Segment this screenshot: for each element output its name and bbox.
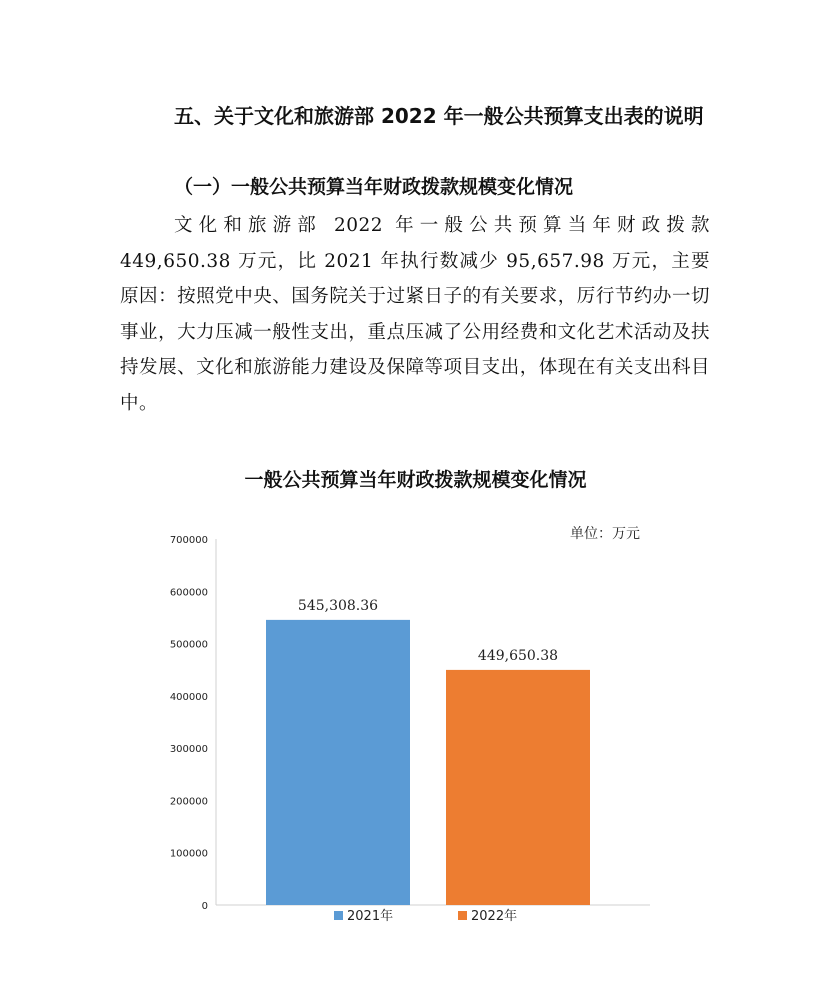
legend-label: 2021年 bbox=[347, 909, 394, 924]
bar-chart bbox=[140, 515, 680, 935]
bar-2021年 bbox=[266, 620, 410, 905]
legend-label: 2022年 bbox=[471, 909, 518, 924]
data-label: 545,308.36 bbox=[297, 597, 379, 614]
legend-swatch bbox=[334, 911, 343, 920]
y-tick-label: 700000 bbox=[169, 535, 208, 546]
section-heading: 五、关于文化和旅游部 2022 年一般公共预算支出表的说明 bbox=[174, 104, 704, 128]
legend bbox=[334, 908, 517, 924]
legend-swatch bbox=[458, 911, 467, 920]
y-tick-label: 200000 bbox=[169, 796, 208, 808]
y-tick-label: 400000 bbox=[169, 691, 208, 703]
section-subheading: （一）一般公共预算当年财政拨款规模变化情况 bbox=[174, 176, 574, 198]
y-tick-label: 100000 bbox=[169, 848, 208, 860]
y-tick-label: 500000 bbox=[169, 639, 208, 651]
chart-title: 一般公共预算当年财政拨款规模变化情况 bbox=[244, 469, 587, 491]
y-tick-label: 600000 bbox=[169, 587, 208, 599]
y-axis-ticks bbox=[170, 535, 208, 912]
bar-2022年 bbox=[446, 670, 590, 905]
data-label: 449,650.38 bbox=[477, 647, 559, 664]
y-tick-label: 300000 bbox=[169, 744, 208, 756]
y-tick-label: 0 bbox=[201, 901, 208, 912]
body-paragraph: 文化和旅游部 2022 年一般公共预算当年财政拨款 449,650.38 万元，比 2021 年执行数减少 95,657.98 万元，主要原因：按照党中央、国务院关于过紧日子的有关要求，厉行节约办一切事业，大力压减一般性支出，重点压减了公用经费和文化艺术活动及扶持发展、文化和旅游能力建设及保障等项目支出，体现在有关支出科目中。 bbox=[120, 215, 710, 414]
unit-label: 单位：万元 bbox=[570, 526, 640, 542]
